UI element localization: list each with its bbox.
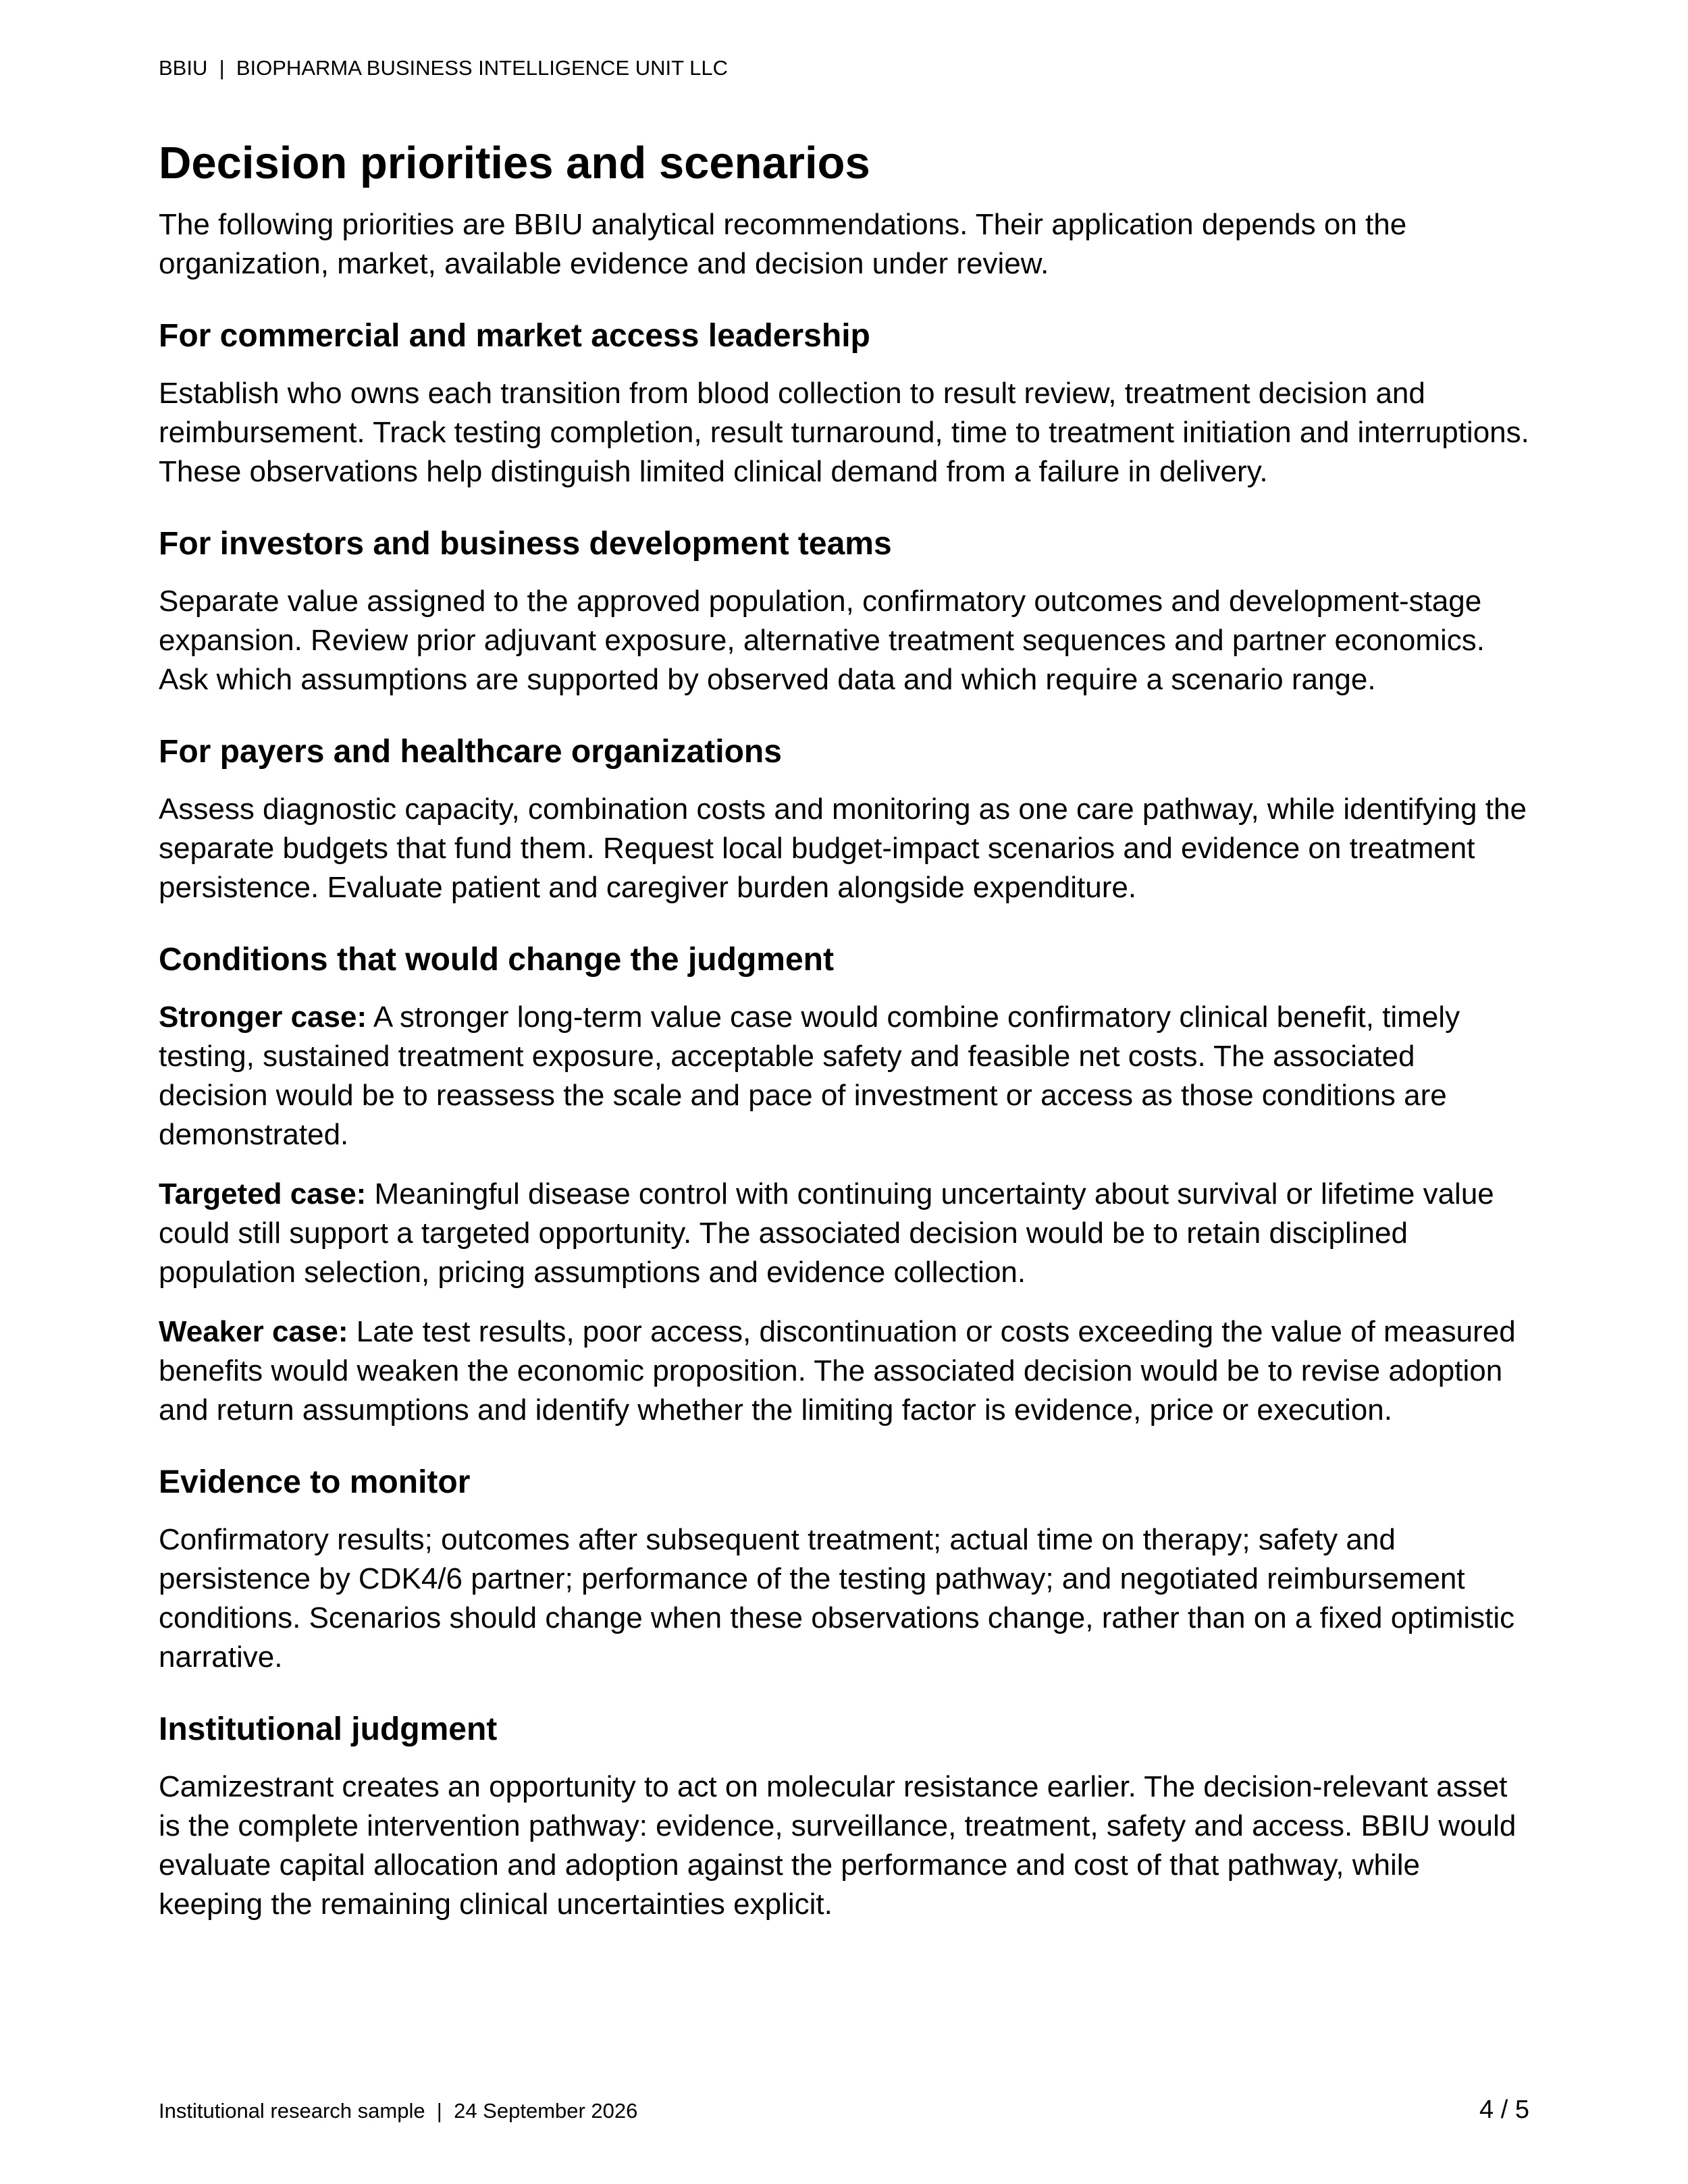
section-institutional-judgment [159, 1709, 1529, 1924]
section-body: Establish who owns each transition from blood collection to result review, treatment decision and reimbursement. Track testing completion, result turnaround, time to treatment initiation and interruptions. These observations help distinguish limited clinical demand from a failure in delivery. [159, 377, 1529, 488]
section-heading: For payers and healthcare organizations [159, 734, 782, 770]
page-title: Decision priorities and scenarios [159, 138, 870, 188]
stronger-case-paragraph [159, 998, 1529, 1154]
section-heading: Conditions that would change the judgment [159, 942, 834, 978]
section-commercial-leadership [159, 316, 1529, 491]
section-conditions [159, 940, 1529, 1430]
section-payers [159, 732, 1529, 907]
section-body: Assess diagnostic capacity, combination costs and monitoring as one care pathway, while identifying the separate budgets that fund them. Request local budget-impact scenarios and evidence on treatment persistence. Evaluate patient and caregiver burden alongside expenditure. [159, 793, 1527, 904]
targeted-case-paragraph [159, 1175, 1529, 1292]
weaker-case-paragraph [159, 1312, 1529, 1430]
section-investors [159, 524, 1529, 699]
case-text: Meaningful disease control with continuing uncertainty about survival or lifetime value could still support a targeted opportunity. The associated decision would be to retain disciplined population selection, pricing assumptions and evidence collection. [159, 1177, 1494, 1289]
case-text: A stronger long-term value case would combine confirmatory clinical benefit, timely testing, sustained treatment exposure, acceptable safety and feasible net costs. The associated decision would be to reassess the scale and pace of investment or access as those conditions are demonstrated. [159, 1001, 1460, 1151]
intro-paragraph: The following priorities are BBIU analytical recommendations. Their application depends on the organization, market, available evidence and decision under review. [159, 208, 1407, 280]
running-header: BBIU | BIOPHARMA BUSINESS INTELLIGENCE UNIT LLC [159, 56, 728, 80]
section-evidence-to-monitor [159, 1462, 1529, 1677]
case-label: Weaker case: [159, 1315, 348, 1348]
running-footer: Institutional research sample | 24 September 2026 [159, 2099, 638, 2123]
section-heading: For commercial and market access leadership [159, 318, 870, 354]
document-page [159, 0, 1529, 2184]
section-heading: Evidence to monitor [159, 1464, 471, 1500]
section-body: Separate value assigned to the approved population, confirmatory outcomes and development-stage expansion. Review prior adjuvant exposure, alternative treatment sequences and partner economics. Ask which assumptions are supported by observed data and which require a scenario range. [159, 585, 1485, 696]
section-heading: For investors and business development teams [159, 526, 892, 562]
page-content [159, 135, 1529, 1924]
case-text: Late test results, poor access, discontinuation or costs exceeding the value of measured benefits would weaken the economic proposition. The associated decision would be to revise adoption and return assumptions and identify whether the limiting factor is evidence, price or execution. [159, 1315, 1516, 1427]
section-heading: Institutional judgment [159, 1711, 498, 1747]
section-body: Camizestrant creates an opportunity to act on molecular resistance earlier. The decision-relevant asset is the complete intervention pathway: evidence, surveillance, treatment, safety and access. BBIU would evaluate capital allocation and adoption against the performance and cost of that pathway, while keeping the remaining clinical uncertainties explicit. [159, 1770, 1516, 1921]
section-body: Confirmatory results; outcomes after subsequent treatment; actual time on therapy; safety and persistence by CDK4/6 partner; performance of the testing pathway; and negotiated reimbursement conditions. Scenarios should change when these observations change, rather than on a fixed optimistic narrative. [159, 1523, 1515, 1674]
case-label: Stronger case: [159, 1001, 367, 1034]
page-number: 4 / 5 [1479, 2096, 1529, 2124]
case-label: Targeted case: [159, 1177, 367, 1210]
